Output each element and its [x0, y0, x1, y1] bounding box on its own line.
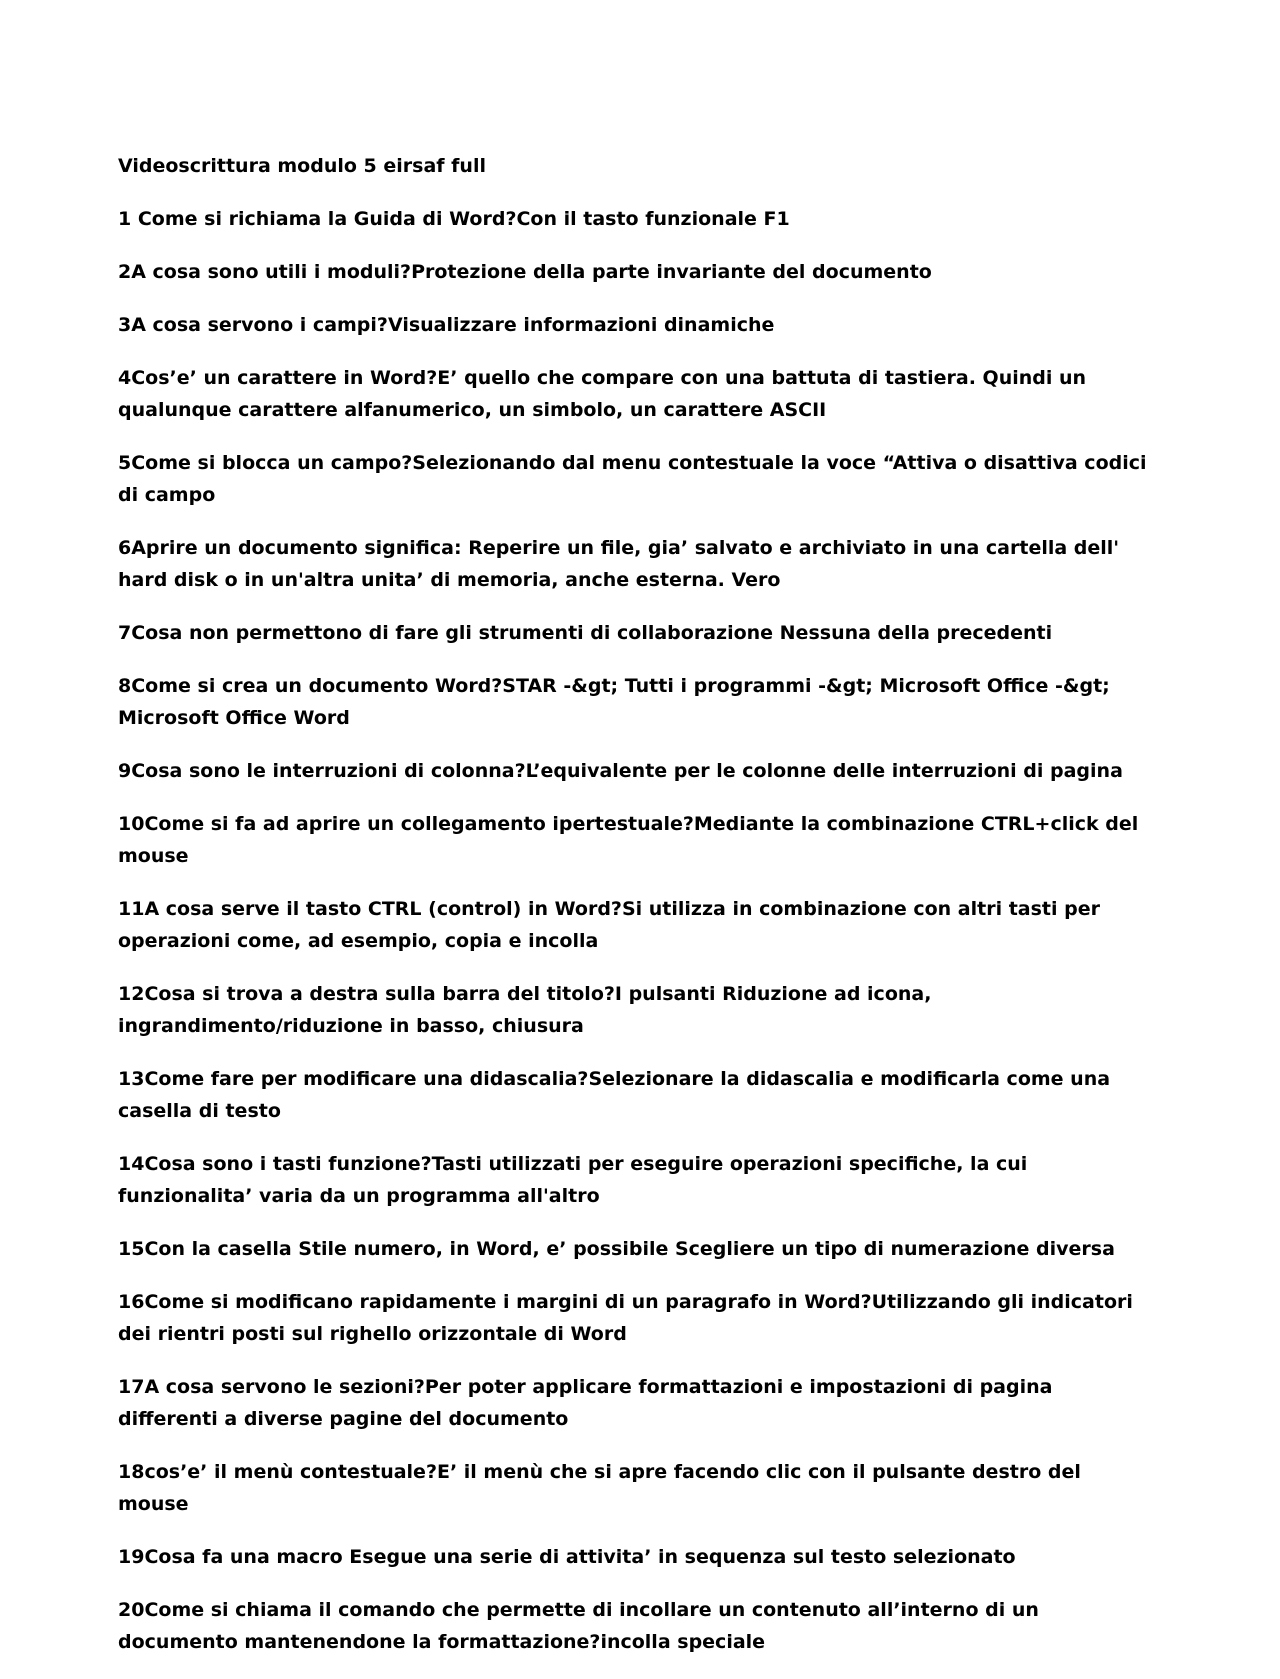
question-paragraph-13: 13Come fare per modificare una didascalia?Selezionare la didascalia e modificarla come una casella di testo — [118, 1068, 1111, 1122]
document-body — [118, 150, 1158, 1679]
question-paragraph-12: 12Cosa si trova a destra sulla barra del titolo?I pulsanti Riduzione ad icona, ingrandimento/riduzione in basso, chiusura — [118, 983, 932, 1037]
question-paragraph-20: 20Come si chiama il comando che permette di incollare un contenuto all’interno di un documento mantenendone la formattazione?incolla speciale — [118, 1599, 1039, 1653]
document-title: Videoscrittura modulo 5 eirsaf full — [118, 155, 486, 177]
question-paragraph-7: 7Cosa non permettono di fare gli strumenti di collaborazione Nessuna della precedenti — [118, 622, 1053, 644]
question-paragraph-17: 17A cosa servono le sezioni?Per poter applicare formattazioni e impostazioni di pagina differenti a diverse pagine del documento — [118, 1376, 1053, 1430]
question-paragraph-6: 6Aprire un documento significa: Reperire un file, gia’ salvato e archiviato in una cartella dell' hard disk o in un'altra unita’ di memoria, anche esterna. Vero — [118, 537, 1120, 591]
question-paragraph-19: 19Cosa fa una macro Esegue una serie di attivita’ in sequenza sul testo selezionato — [118, 1546, 1016, 1568]
question-paragraph-18: 18cos’e’ il menù contestuale?E’ il menù che si apre facendo clic con il pulsante destro del mouse — [118, 1461, 1081, 1515]
question-paragraph-9: 9Cosa sono le interruzioni di colonna?L’equivalente per le colonne delle interruzioni di pagina — [118, 760, 1123, 782]
question-paragraph-14: 14Cosa sono i tasti funzione?Tasti utilizzati per eseguire operazioni specifiche, la cui funzionalita’ varia da un programma all'altro — [118, 1153, 1028, 1207]
question-paragraph-11: 11A cosa serve il tasto CTRL (control) in Word?Si utilizza in combinazione con altri tasti per operazioni come, ad esempio, copia e incolla — [118, 898, 1100, 952]
question-paragraph-3: 3A cosa servono i campi?Visualizzare informazioni dinamiche — [118, 314, 775, 336]
question-paragraph-2: 2A cosa sono utili i moduli?Protezione della parte invariante del documento — [118, 261, 932, 283]
question-paragraph-10: 10Come si fa ad aprire un collegamento ipertestuale?Mediante la combinazione CTRL+click del mouse — [118, 813, 1139, 867]
question-paragraph-16: 16Come si modificano rapidamente i margini di un paragrafo in Word?Utilizzando gli indicatori dei rientri posti sul righello orizzontale di Word — [118, 1291, 1133, 1345]
question-paragraph-8: 8Come si crea un documento Word?STAR -&gt; Tutti i programmi -&gt; Microsoft Office -&gt; Microsoft Office Word — [118, 675, 1110, 729]
question-paragraph-4: 4Cos’e’ un carattere in Word?E’ quello che compare con una battuta di tastiera. Quindi un qualunque carattere alfanumerico, un simbolo, un carattere ASCII — [118, 367, 1087, 421]
question-paragraph-1: 1 Come si richiama la Guida di Word?Con il tasto funzionale F1 — [118, 208, 790, 230]
question-paragraph-5: 5Come si blocca un campo?Selezionando dal menu contestuale la voce “Attiva o disattiva codici di campo — [118, 452, 1147, 506]
question-paragraph-15: 15Con la casella Stile numero, in Word, e’ possibile Scegliere un tipo di numerazione diversa — [118, 1238, 1115, 1260]
